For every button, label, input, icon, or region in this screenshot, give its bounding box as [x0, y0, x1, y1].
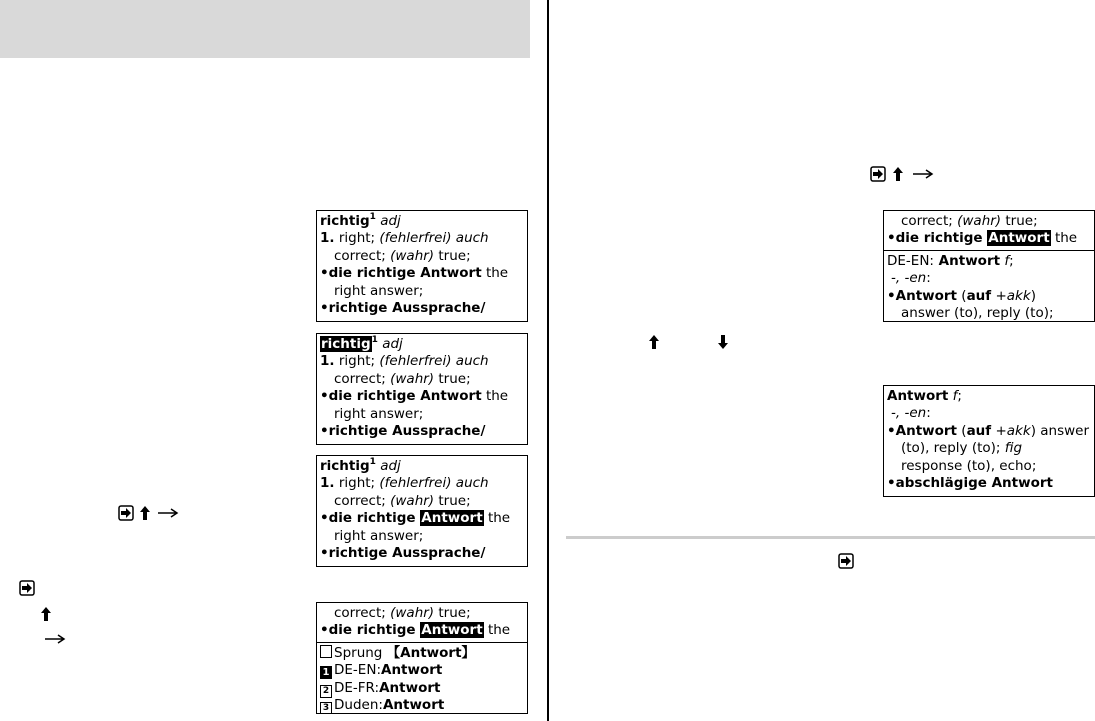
phrase: auf — [966, 422, 992, 439]
section-rule — [566, 536, 1095, 539]
headword: Antwort — [933, 252, 1001, 269]
jump-key-icon — [838, 553, 854, 569]
option-word: Antwort — [381, 662, 443, 679]
up-arrow-icon — [40, 606, 52, 622]
jump-target: 【Antwort】 — [386, 644, 476, 661]
option-dictionary: DE-FR — [334, 679, 375, 696]
phrase-translation: the — [481, 388, 509, 405]
highlighted-word: Antwort — [988, 230, 1050, 247]
phrase: •richtige Aussprache/ — [320, 544, 486, 561]
phrase: •die richtige — [320, 510, 421, 527]
sense-note: (wahr) — [390, 370, 435, 387]
inflection-forms: -, -en — [891, 270, 927, 287]
inflection-forms: -, -en — [891, 405, 927, 422]
sense-text: right; — [334, 475, 380, 492]
phrase-translation: the — [483, 510, 511, 527]
phrase: •die richtige — [887, 230, 988, 247]
phrase-translation: the — [483, 622, 511, 639]
phrase-translation: the — [481, 265, 509, 282]
sense-text: right; — [334, 230, 380, 247]
jump-key-icon — [19, 580, 35, 596]
jump-key-icon — [870, 166, 886, 182]
sense-number: 1. — [320, 475, 335, 492]
translation: answer (to), reply (to); — [901, 304, 1054, 321]
screen-separator — [884, 250, 1095, 251]
highlighted-word: Antwort — [421, 622, 483, 639]
lcd-screen-split-view — [883, 210, 1095, 322]
option-number-icon: 1 — [320, 666, 332, 679]
phrase: •die richtige Antwort — [320, 388, 482, 405]
phrase: •richtige Aussprache/ — [320, 299, 486, 316]
part-of-speech: adj — [377, 336, 403, 352]
up-arrow-icon — [139, 505, 151, 521]
sense-number: 1. — [320, 230, 335, 247]
jump-option[interactable]: 3 Duden:Antwort — [320, 697, 527, 714]
punctuation: ( — [957, 422, 967, 439]
punctuation: : — [926, 405, 931, 422]
sense-note: (wahr) — [390, 605, 435, 621]
punctuation: : — [926, 270, 931, 287]
highlighted-word: Antwort — [421, 510, 483, 527]
sense-text: true; — [1001, 213, 1038, 229]
phrase: •abschlägige Antwort — [887, 474, 1053, 491]
phrase: •die richtige Antwort — [320, 265, 482, 282]
sense-text: correct; — [334, 492, 391, 509]
sense-text: correct; — [334, 605, 391, 621]
sense-text: correct; — [901, 213, 958, 229]
up-arrow-icon — [648, 334, 660, 350]
phrase: •die richtige — [320, 622, 421, 639]
case-note: +akk — [991, 422, 1031, 439]
punctuation: ) — [1030, 287, 1036, 304]
sense-note: (fehlerfrei) auch — [379, 475, 489, 492]
translation: (to), reply (to); — [901, 440, 1005, 457]
lcd-screen-full-entry — [883, 385, 1095, 497]
punctuation: ; — [957, 388, 962, 404]
dictionary-label: DE-EN: — [887, 252, 934, 269]
punctuation: ( — [957, 287, 967, 304]
part-of-speech: adj — [375, 213, 401, 229]
right-arrow-icon — [912, 168, 934, 180]
phrase: •Antwort — [887, 422, 957, 439]
part-of-speech: adj — [375, 458, 401, 474]
sense-text: true; — [434, 605, 471, 621]
option-dictionary: Duden — [334, 696, 379, 713]
gender: f — [948, 388, 958, 404]
lcd-screen-entry — [316, 210, 528, 322]
headword: richtig — [320, 213, 370, 229]
sense-text: true; — [434, 370, 471, 387]
phrase-translation: right answer; — [334, 282, 424, 299]
headword: richtig — [320, 458, 370, 474]
right-arrow-icon — [157, 507, 179, 519]
sense-text: true; — [434, 247, 471, 264]
translation: response (to), echo; — [901, 457, 1037, 474]
section-header-band — [0, 0, 530, 58]
sense-text: correct; — [334, 370, 391, 387]
punctuation: ; — [1009, 252, 1014, 269]
right-arrow-icon — [44, 633, 66, 645]
translation: ) answer — [1030, 422, 1090, 439]
checkbox-icon — [320, 645, 332, 658]
lcd-screen-word-selected — [316, 455, 528, 567]
phrase: •richtige Aussprache/ — [320, 422, 486, 439]
sense-note: (wahr) — [390, 492, 435, 509]
sense-text: right; — [334, 353, 380, 370]
sense-number: 1. — [320, 353, 335, 370]
gender: f — [1000, 252, 1010, 269]
headword: Antwort — [887, 388, 949, 404]
phrase-translation: right answer; — [334, 527, 424, 544]
option-dictionary: DE-EN — [334, 662, 377, 679]
down-arrow-icon — [717, 334, 729, 350]
phrase-translation: right answer; — [334, 405, 424, 422]
sense-text: true; — [434, 492, 471, 509]
jump-option[interactable]: 2 DE-FR:Antwort — [320, 680, 527, 697]
phrase: auf — [966, 287, 992, 304]
jump-menu-title — [320, 645, 527, 662]
sense-text: correct; — [334, 247, 391, 264]
phrase: •Antwort — [887, 287, 957, 304]
option-word: Antwort — [379, 679, 441, 696]
lcd-screen-cursor — [316, 333, 528, 445]
sense-note: (wahr) — [390, 247, 435, 264]
highlighted-headword: richtig — [321, 336, 371, 352]
homograph-number: 1 — [369, 457, 376, 467]
screen-separator — [317, 642, 528, 643]
case-note: +akk — [991, 287, 1031, 304]
lcd-screen-jump-menu — [316, 602, 528, 714]
phrase-translation: the — [1050, 230, 1078, 247]
column-divider — [547, 0, 549, 721]
option-number-icon: 3 — [320, 702, 332, 714]
jump-option[interactable]: 1 DE-EN:Antwort — [320, 662, 527, 679]
option-word: Antwort — [382, 696, 445, 713]
homograph-number: 1 — [371, 335, 378, 345]
option-number-icon: 2 — [320, 685, 332, 698]
usage-label: fig — [1004, 440, 1023, 457]
sense-note: (fehlerfrei) auch — [379, 230, 489, 247]
homograph-number: 1 — [369, 212, 376, 222]
sense-note: (wahr) — [957, 213, 1002, 229]
jump-key-icon — [118, 505, 134, 521]
sense-note: (fehlerfrei) auch — [379, 353, 489, 370]
up-arrow-icon — [892, 166, 904, 182]
jump-label: Sprung — [334, 644, 383, 661]
